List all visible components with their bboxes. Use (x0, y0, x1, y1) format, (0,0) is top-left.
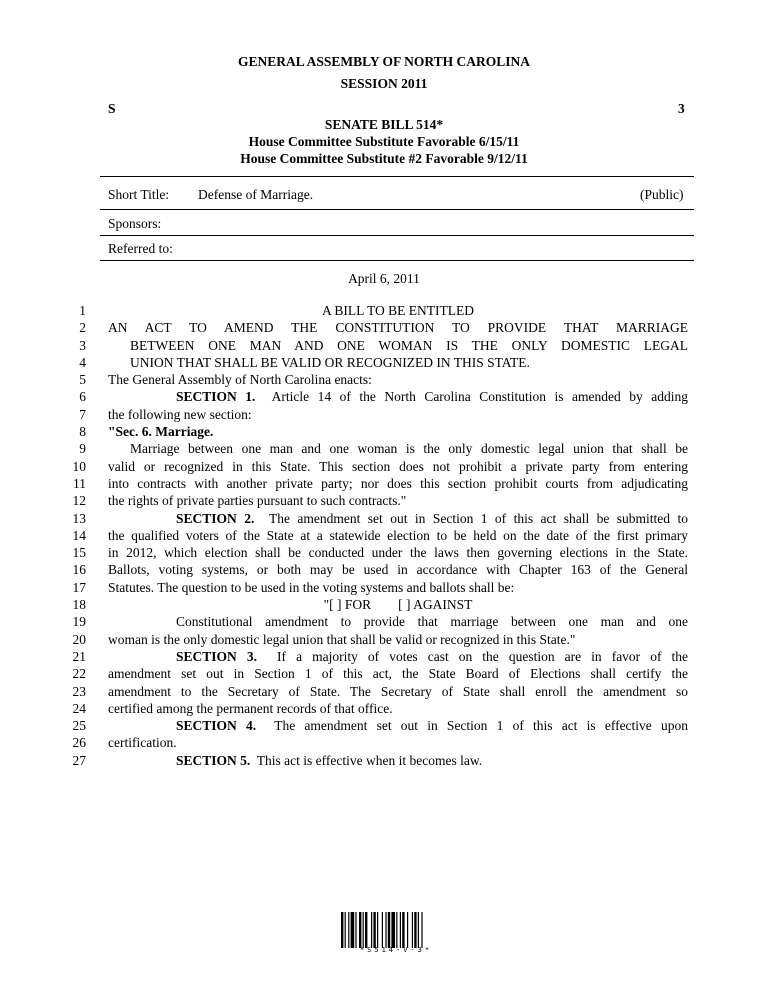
bill-line (0, 683, 768, 700)
short-title-label: Short Title: (108, 187, 170, 202)
bill-line (0, 388, 768, 405)
line-number: 16 (72, 562, 86, 578)
line-number: 25 (72, 718, 86, 734)
line-number: 20 (72, 631, 86, 647)
line-text: amendment to the Secretary of State. The Secretary of State shall enroll the amendment so (108, 683, 688, 699)
bill-line (0, 527, 768, 544)
line-text: AN ACT TO AMEND THE CONSTITUTION TO PROVIDE THAT MARRIAGE (108, 320, 688, 336)
line-number: 21 (72, 648, 86, 664)
line-text-wrap (108, 717, 688, 734)
line-text-wrap (108, 388, 688, 405)
line-text-wrap (108, 440, 688, 457)
barcode-bar (371, 912, 372, 948)
section-heading: SECTION 4. (176, 718, 257, 734)
line-number: 5 (79, 372, 86, 388)
line-number: 18 (72, 597, 86, 613)
line-number: 24 (72, 700, 86, 716)
ballot-options: "[ ] FOR [ ] AGAINST (323, 597, 473, 613)
section-heading: SECTION 1. (176, 389, 256, 405)
line-text: Statutes. The question to be used in the voting systems and ballots shall be: (108, 579, 515, 595)
barcode-text: *S514-V-3* (359, 946, 433, 954)
line-text-wrap (108, 510, 688, 527)
bill-line (0, 510, 768, 527)
divider-top (100, 176, 694, 177)
line-text: If a majority of votes cast on the question are in favor of the (277, 648, 689, 664)
section-heading: SECTION 3. (176, 648, 257, 664)
line-number: 19 (72, 614, 86, 630)
line-number: 7 (79, 406, 86, 422)
barcode-bar (359, 912, 361, 948)
barcode-bar (355, 912, 356, 948)
sponsors-label: Sponsors: (108, 216, 162, 231)
line-text-wrap (108, 752, 688, 769)
barcode-bar (351, 912, 355, 948)
barcode-bar (400, 912, 401, 948)
line-text: The amendment set out in Section 1 of this act is effective upon (274, 718, 688, 734)
barcode-bar (365, 912, 367, 948)
barcode-bar (402, 912, 404, 948)
line-text: Article 14 of the North Carolina Constitution is amended by adding (271, 389, 688, 405)
line-text: This act is effective when it becomes law. (256, 752, 483, 768)
bill-line (0, 337, 768, 354)
bill-line (0, 406, 768, 423)
line-text: in 2012, which election shall be conducted under the laws then governing elections in the State. (108, 545, 688, 561)
line-text-wrap (108, 613, 688, 630)
line-text: Constitutional amendment to provide that marriage between one man and one (176, 614, 688, 630)
bill-date: April 6, 2011 (348, 271, 420, 286)
line-text: UNION THAT SHALL BE VALID OR RECOGNIZED IN THIS STATE. (130, 354, 530, 370)
bill-line (0, 717, 768, 734)
bill-line (0, 423, 768, 440)
line-number: 2 (79, 320, 86, 336)
line-number: 9 (79, 441, 86, 457)
barcode-bar (414, 912, 416, 948)
line-number: 27 (72, 752, 86, 768)
line-text: amendment set out in Section 1 of this act, the State Board of Elections shall certify the (108, 666, 688, 682)
bill-number: SENATE BILL 514* (324, 117, 444, 132)
session-title: SESSION 2011 (340, 76, 428, 91)
bill-line (0, 648, 768, 665)
line-text: the qualified voters of the State at a statewide election to be held on the date of the first primary (108, 527, 688, 543)
line-number: 1 (79, 303, 86, 318)
line-number: 26 (72, 735, 86, 751)
line-number: 10 (72, 458, 86, 474)
line-text: the following new section: (108, 406, 252, 422)
bill-line (0, 492, 768, 509)
referred-label: Referred to: (108, 241, 173, 256)
version-number: 3 (678, 101, 685, 116)
line-text: BETWEEN ONE MAN AND ONE WOMAN IS THE ONLY DOMESTIC LEGAL (130, 337, 688, 353)
barcode-bar (418, 912, 419, 948)
barcode-bar (348, 912, 349, 948)
bill-line (0, 700, 768, 717)
barcode-bar (396, 912, 397, 948)
barcode-bar (382, 912, 383, 948)
line-text: Ballots, voting systems, or both may be used in accordance with Chapter 163 of the General (108, 562, 688, 578)
barcode-bar (341, 912, 343, 948)
line-text: The General Assembly of North Carolina enacts: (108, 372, 372, 388)
line-number: 15 (72, 545, 86, 561)
line-number: 13 (72, 510, 86, 526)
line-number: 11 (73, 475, 86, 491)
substitute-1: House Committee Substitute Favorable 6/15/11 (248, 134, 520, 149)
divider-2 (100, 235, 694, 236)
line-text: certification. (108, 735, 177, 751)
bill-line (0, 354, 768, 371)
line-text: valid or recognized in this State. This section does not prohibit a private party from entering (108, 458, 688, 474)
line-number: 4 (79, 354, 86, 370)
line-number: 12 (72, 493, 86, 509)
barcode-bar (407, 912, 408, 948)
barcode-bar (391, 912, 395, 948)
bill-line (0, 613, 768, 630)
line-text-wrap (108, 648, 688, 665)
bill-line (0, 596, 768, 613)
line-number: 14 (72, 527, 86, 543)
bill-line (0, 302, 768, 319)
line-text: Marriage between one man and one woman is the only domestic legal union that shall be (130, 441, 688, 457)
barcode-bar (345, 912, 346, 948)
line-text: "Sec. 6. Marriage. (108, 424, 214, 440)
assembly-title: GENERAL ASSEMBLY OF NORTH CAROLINA (237, 54, 531, 69)
barcode-bar (373, 912, 375, 948)
barcode-bar (377, 912, 378, 948)
bill-line (0, 475, 768, 492)
barcode-bar (388, 912, 390, 948)
line-number: 23 (72, 683, 86, 699)
bill-body (0, 302, 768, 769)
barcode-bar (421, 912, 422, 948)
divider-1 (100, 209, 694, 210)
line-number: 6 (79, 389, 86, 405)
bill-line (0, 458, 768, 475)
bill-line (0, 579, 768, 596)
barcode-bar (385, 912, 386, 948)
line-text: the rights of private parties pursuant to such contracts." (108, 493, 407, 509)
bill-line (0, 561, 768, 578)
line-text: certified among the permanent records of that office. (108, 700, 393, 716)
line-text: A BILL TO BE ENTITLED (322, 303, 474, 318)
bill-line (0, 734, 768, 751)
line-number: 8 (79, 424, 86, 440)
line-text: into contracts with another private party; nor does this section prohibit courts from adjudicating (108, 475, 688, 491)
bill-line (0, 665, 768, 682)
short-title-value: Defense of Marriage. (198, 187, 314, 202)
bill-line (0, 371, 768, 388)
bill-line (0, 440, 768, 457)
substitute-2: House Committee Substitute #2 Favorable 9/12/11 (240, 151, 528, 166)
divider-bottom (100, 260, 694, 261)
section-heading: SECTION 5. (176, 752, 251, 768)
line-text: The amendment set out in Section 1 of this act shall be submitted to (268, 510, 688, 526)
bill-line (0, 752, 768, 769)
bill-line (0, 544, 768, 561)
line-number: 17 (72, 579, 86, 595)
public-label: (Public) (640, 187, 684, 202)
chamber-code: S (108, 101, 116, 116)
section-heading: SECTION 2. (176, 510, 255, 526)
barcode-image (341, 912, 451, 948)
bill-line (0, 319, 768, 336)
line-number: 3 (79, 337, 86, 353)
bill-line (0, 631, 768, 648)
barcode-bar (412, 912, 413, 948)
barcode-bar (363, 912, 364, 948)
line-text: woman is the only domestic legal union that shall be valid or recognized in this State." (108, 631, 576, 647)
line-number: 22 (72, 666, 86, 682)
